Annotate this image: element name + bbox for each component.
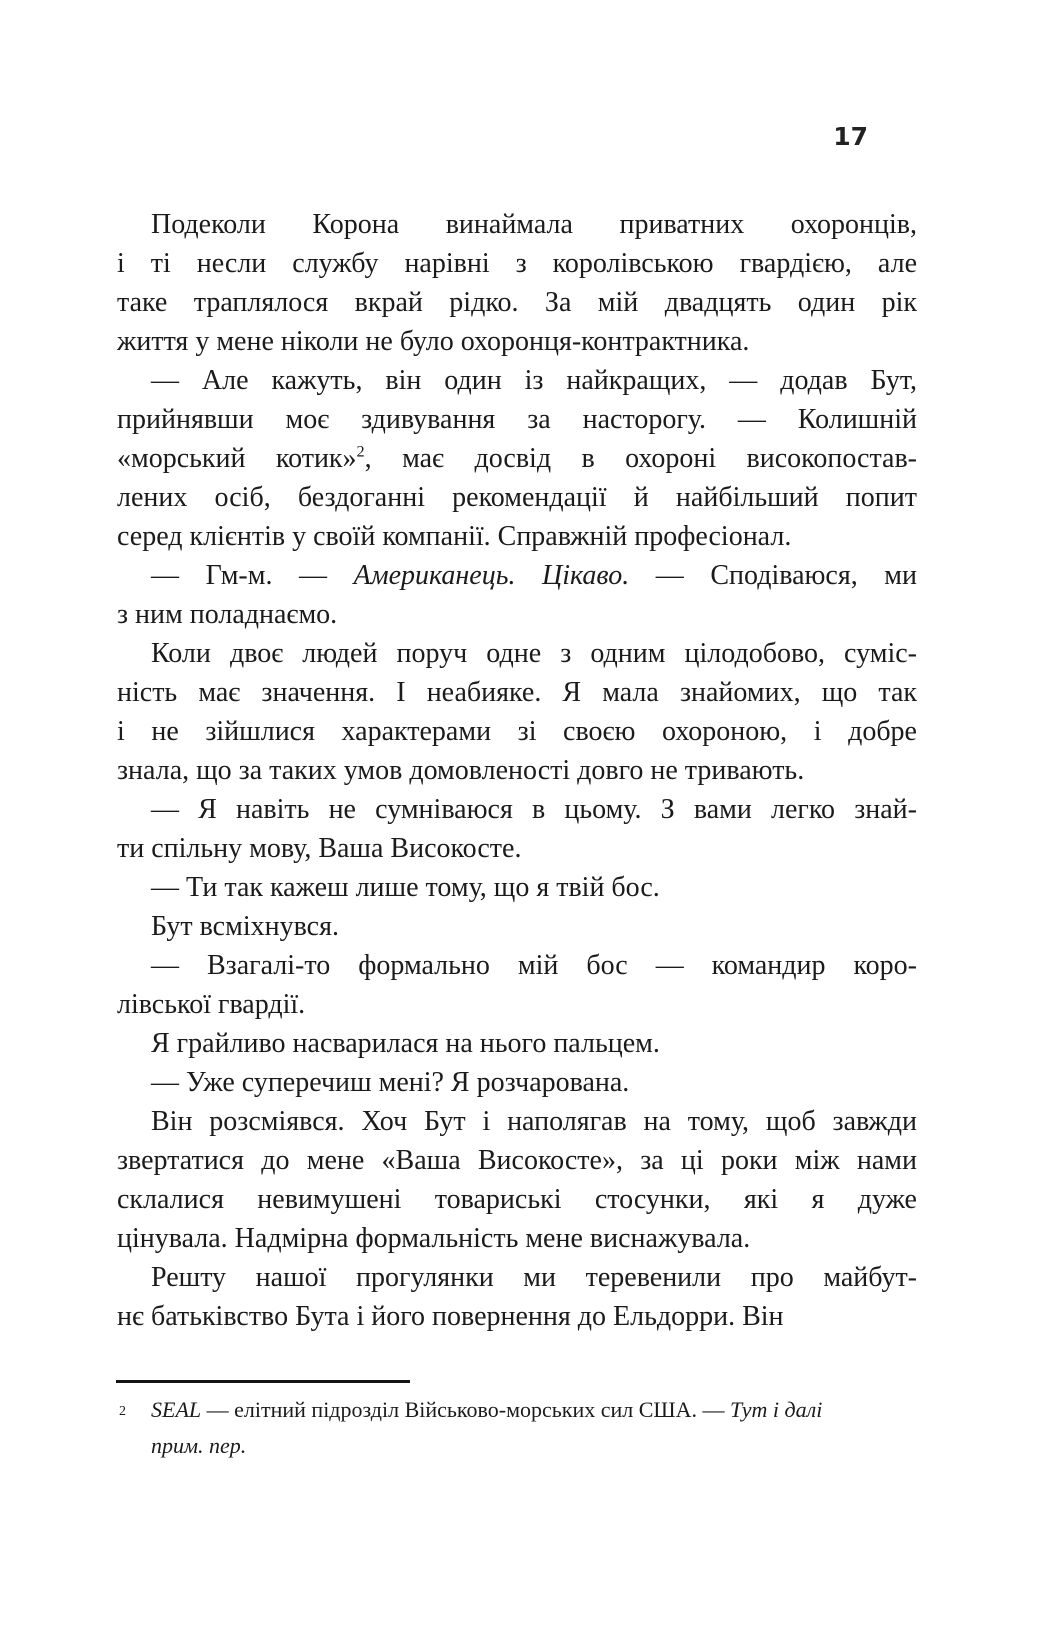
- text-line: — Уже суперечиш мені? Я розчарована.: [151, 1067, 630, 1098]
- text-line: знала, що за таких умов домовленості довго не тривають.: [117, 755, 805, 786]
- text-line: прийнявши моє здивування за насторогу. — Колишній: [117, 404, 917, 435]
- footnote-line: прим. пер.: [151, 1433, 247, 1458]
- text-line: Решту нашої прогулянки ми теревенили про майбут-: [151, 1262, 917, 1293]
- text-line: серед клієнтів у своїй компанії. Справжній професіонал.: [117, 521, 792, 552]
- line-segment: — Гм-м. —: [151, 560, 354, 591]
- text-line: [117, 439, 917, 478]
- text-line: — Взагалі-то формально мій бос — командир коро-: [151, 950, 917, 981]
- text-line: Коли двоє людей поруч одне з одним цілодобово, суміс-: [151, 638, 917, 669]
- footnote-marker: 2: [119, 1404, 126, 1419]
- text-line: ти спільну мову, Ваша Високосте.: [117, 833, 522, 864]
- text-line: з ним поладнаємо.: [117, 599, 338, 630]
- text-line: лених осіб, бездоганні рекомендації й найбільший попит: [117, 482, 917, 513]
- footnote-rule: [116, 1380, 410, 1383]
- line-segment: — Сподіваюся, ми: [629, 560, 918, 591]
- text-line: Я грайливо насварилася на нього пальцем.: [151, 1028, 660, 1059]
- text-line: — Але кажуть, він один із найкращих, — додав Бут,: [151, 365, 917, 396]
- text-line: Бут всміхнувся.: [151, 911, 339, 942]
- italic-segment: Американець. Цікаво.: [353, 560, 630, 591]
- line-segment: «морський котик»: [117, 443, 357, 474]
- text-line: склалися невимушені товариські стосунки, які я дуже: [117, 1184, 917, 1215]
- text-line: життя у мене ніколи не було охоронця-контрактника.: [117, 326, 750, 357]
- line-segment: — елітний підрозділ Військово-морських сил США. —: [201, 1397, 731, 1422]
- text-line: і не зійшлися характерами зі своєю охороною, і добре: [117, 716, 917, 747]
- text-line: звертатися до мене «Ваша Високосте», за ці роки між нами: [117, 1145, 917, 1176]
- italic-segment: Тут і далі: [730, 1397, 823, 1422]
- text-line: Він розсміявся. Хоч Бут і наполягав на тому, щоб завжди: [151, 1106, 917, 1137]
- footnote-reference-superscript: 2: [356, 442, 365, 461]
- footnote: [117, 1392, 937, 1464]
- text-line: нє батьківство Бута і його повернення до Ельдорри. Він: [117, 1301, 784, 1332]
- line-segment: , має досвід в охороні високопостав-: [364, 443, 918, 474]
- text-line: цінувала. Надмірна формальність мене виснажувала.: [117, 1223, 751, 1254]
- body-text: [117, 205, 917, 1336]
- text-line: Подеколи Корона винаймала приватних охоронців,: [151, 209, 917, 240]
- text-line: таке траплялося вкрай рідко. За мій двадцять один рік: [117, 287, 917, 318]
- footnote-line: [117, 1392, 937, 1428]
- text-line: ність має значення. І неабияке. Я мала знайомих, що так: [117, 677, 917, 708]
- text-line: [117, 556, 917, 595]
- text-line: лівської гвардії.: [117, 989, 306, 1020]
- italic-segment: SEAL: [151, 1397, 202, 1422]
- text-line: — Я навіть не сумніваюся в цьому. З вами легко знай-: [151, 794, 917, 825]
- text-line: — Ти так кажеш лише тому, що я твій бос.: [151, 872, 660, 903]
- page-number: 17: [833, 122, 868, 151]
- text-line: і ті несли службу нарівні з королівською гвардією, але: [117, 248, 917, 279]
